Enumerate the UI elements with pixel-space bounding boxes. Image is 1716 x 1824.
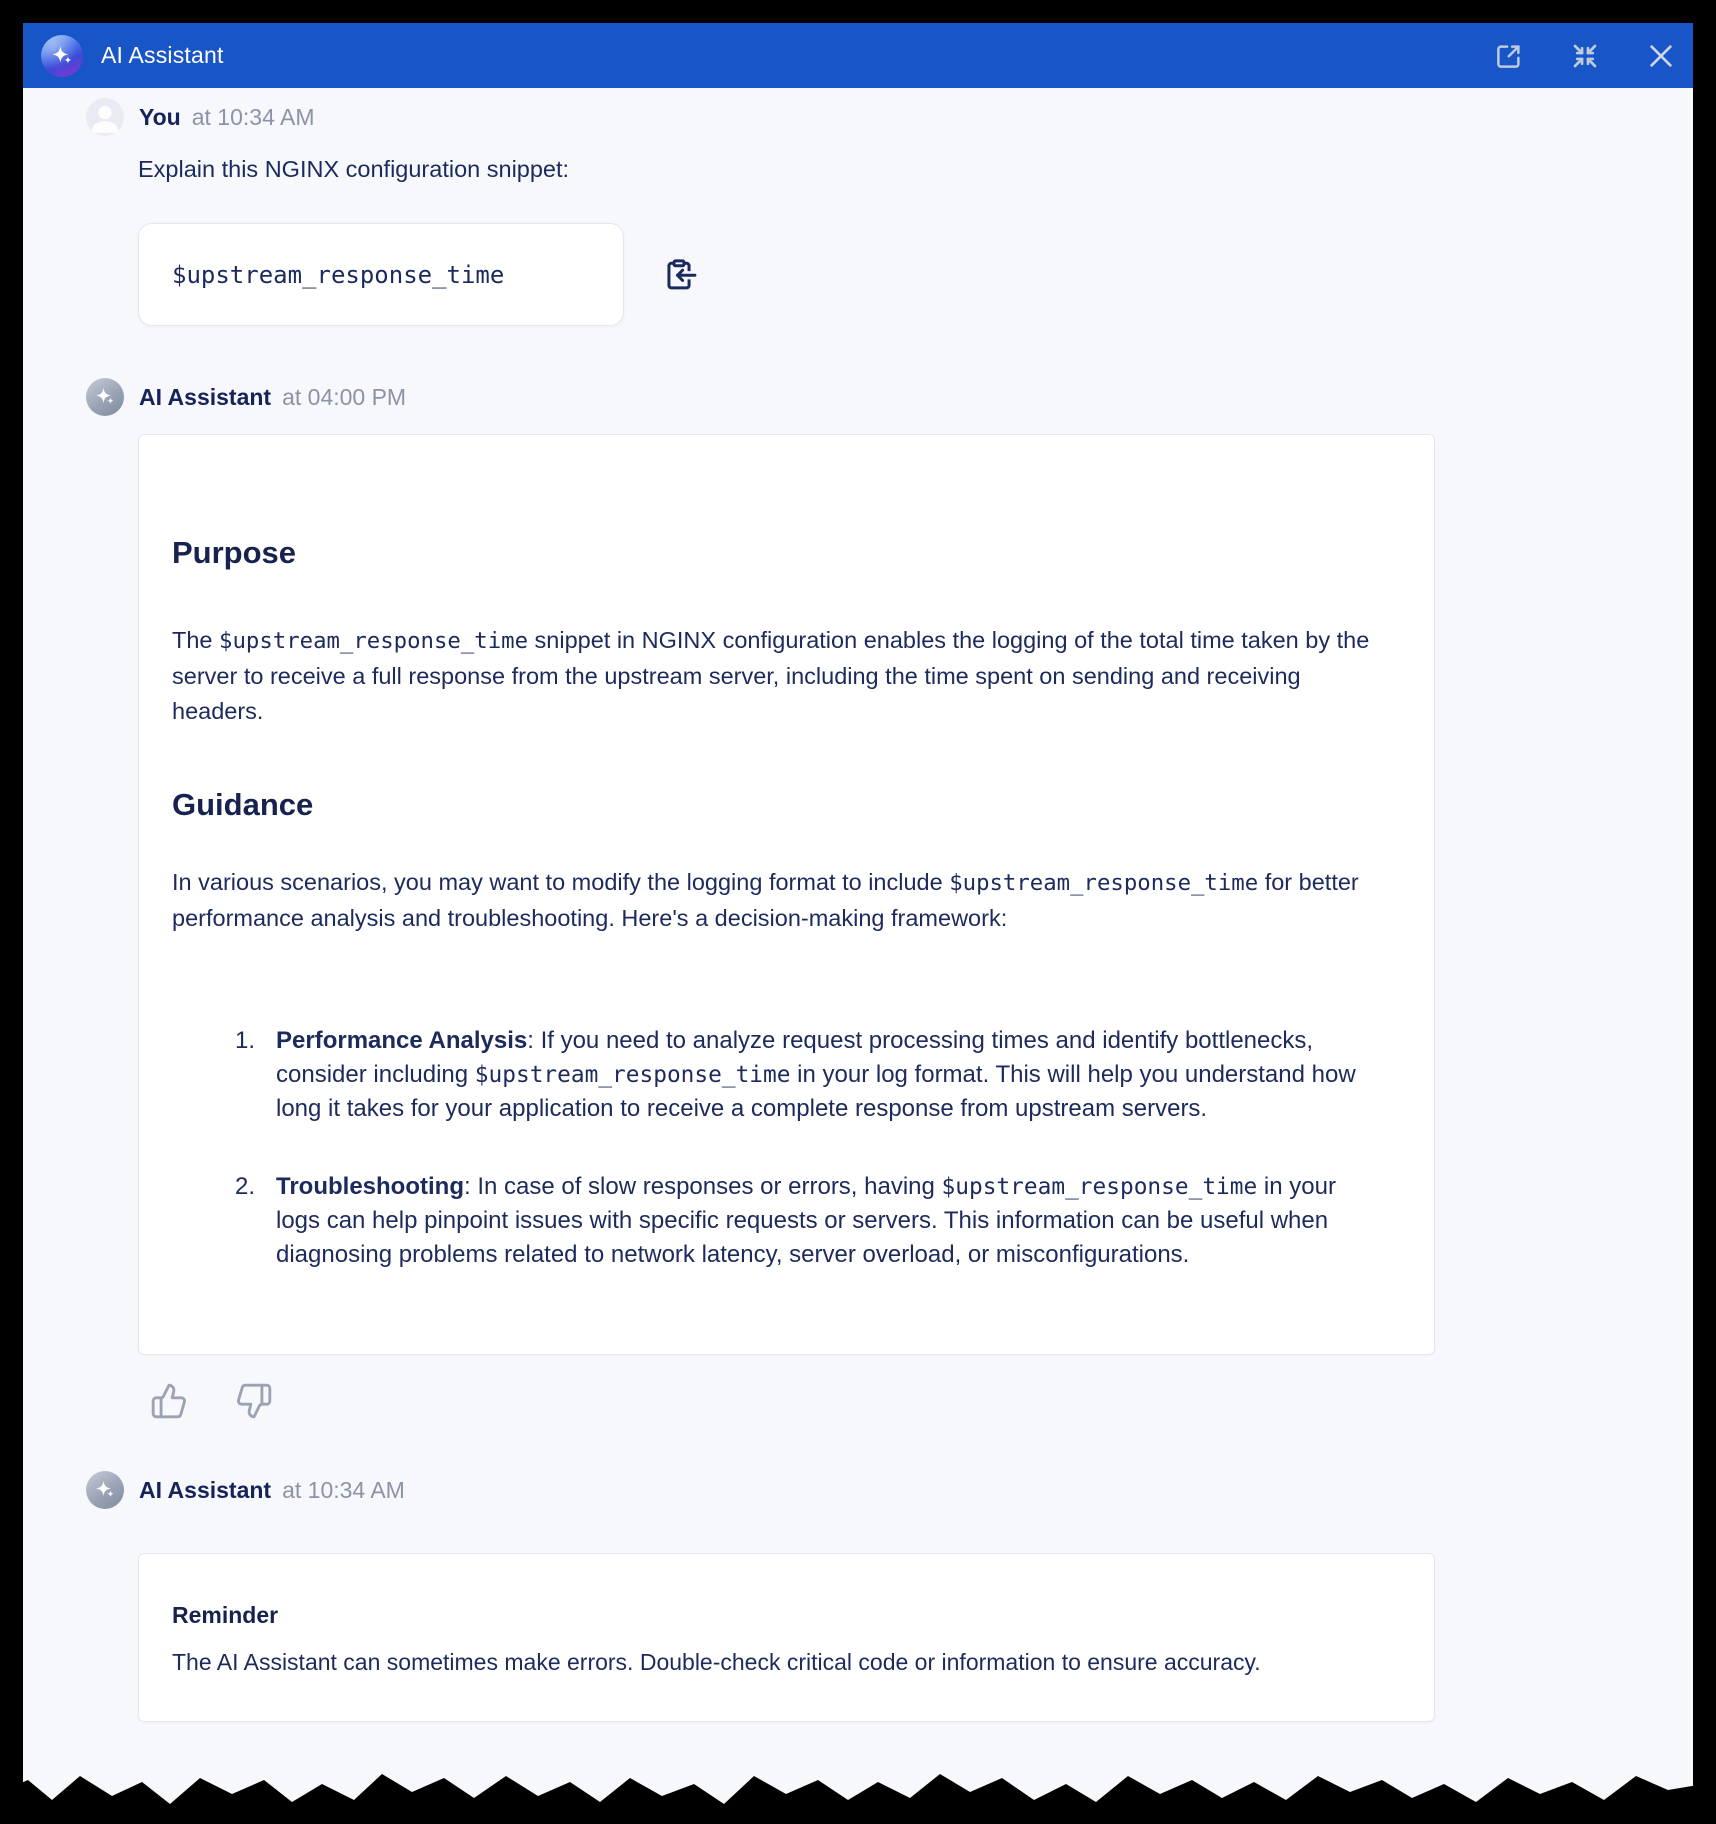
assistant-logo: [41, 35, 83, 77]
close-icon: [1645, 40, 1677, 72]
user-avatar: [86, 98, 124, 136]
assistant-avatar: [86, 1471, 124, 1509]
open-in-new-window-button[interactable]: [1491, 38, 1527, 74]
message-timestamp: at 04:00 PM: [282, 383, 407, 410]
inline-code: $upstream_response_time: [949, 870, 1259, 896]
assistant-message-header: [86, 378, 1693, 416]
sparkle-icon: [93, 1478, 117, 1502]
code-snippet-box: [138, 223, 624, 326]
collapse-icon: [1569, 40, 1601, 72]
assistant-message: [86, 378, 1693, 1421]
message-timestamp: at 10:34 AM: [191, 103, 315, 130]
sender-name: AI Assistant: [139, 383, 272, 410]
guidance-numbered-list: [235, 1024, 1394, 1272]
list-item-text: Troubleshooting: In case of slow responses or errors, having $upstream_response_time in your logs can help pinpoint issues with specific requests or servers. This information can be useful when diagnosing problems related to network latency, server overload, or misconfigurations.: [276, 1173, 1336, 1268]
guidance-paragraph: In various scenarios, you may want to modify the logging format to include $upstream_response_time for better performance analysis and troubleshooting. Here's a decision-making framework:: [172, 869, 1359, 931]
list-item: [235, 1170, 1394, 1272]
purpose-heading: Purpose: [172, 535, 297, 570]
header-actions: [1491, 38, 1679, 74]
assistant-reminder-message: [86, 1471, 1693, 1722]
user-message-text: Explain this NGINX configuration snippet:: [138, 156, 570, 182]
sender-name: AI Assistant: [139, 1476, 272, 1503]
list-item-number: 1.: [235, 1027, 256, 1054]
reminder-card: [138, 1553, 1435, 1722]
ai-assistant-panel: [23, 23, 1693, 1824]
list-item-number: 2.: [235, 1173, 256, 1200]
assistant-message-header: [86, 1471, 1693, 1509]
sparkle-icon: [49, 43, 75, 69]
list-item: [235, 1024, 1394, 1126]
collapse-panel-button[interactable]: [1567, 38, 1603, 74]
purpose-paragraph: The $upstream_response_time snippet in NGINX configuration enables the logging of the total time taken by the server to receive a full response from the upstream server, including the time spent on sending and receiving headers.: [172, 627, 1370, 724]
reminder-text: The AI Assistant can sometimes make errors. Double-check critical code or information to ensure accuracy.: [172, 1649, 1261, 1675]
code-snippet-text: $upstream_response_time: [172, 260, 505, 289]
feedback-buttons: [149, 1381, 1693, 1421]
assistant-avatar: [86, 378, 124, 416]
open-in-new-window-icon: [1494, 41, 1524, 71]
code-snippet-row: [138, 223, 1693, 326]
reminder-heading: Reminder: [172, 1602, 279, 1628]
thumbs-down-icon: [235, 1382, 273, 1420]
guidance-heading: Guidance: [172, 787, 314, 822]
sender-name: You: [139, 103, 181, 130]
user-message-body: [138, 156, 1693, 326]
close-panel-button[interactable]: [1643, 38, 1679, 74]
torn-edge: [0, 1766, 1716, 1824]
inline-code: $upstream_response_time: [941, 1174, 1258, 1200]
thumbs-up-icon: [150, 1382, 188, 1420]
message-timestamp: at 10:34 AM: [282, 1476, 405, 1503]
sparkle-icon: [93, 385, 117, 409]
list-item-text: Performance Analysis: If you need to analyze request processing times and identify bottlenecks, consider including $upstream_response_time in your log format. This will help you understand how long it takes for your application to receive a complete response from upstream servers.: [276, 1027, 1356, 1122]
thumbs-down-button[interactable]: [234, 1381, 274, 1421]
inline-code: $upstream_response_time: [474, 1062, 791, 1088]
user-message: [86, 98, 1693, 326]
panel-header: [23, 23, 1693, 88]
copy-code-button[interactable]: [660, 256, 698, 294]
thumbs-up-button[interactable]: [149, 1381, 189, 1421]
user-message-header: [86, 98, 1693, 136]
inline-code: $upstream_response_time: [219, 628, 528, 654]
clipboard-import-icon: [661, 257, 697, 293]
chat-transcript: [23, 98, 1693, 1722]
panel-title: AI Assistant: [101, 42, 224, 68]
assistant-response-card: [138, 434, 1435, 1355]
person-icon: [86, 98, 124, 136]
